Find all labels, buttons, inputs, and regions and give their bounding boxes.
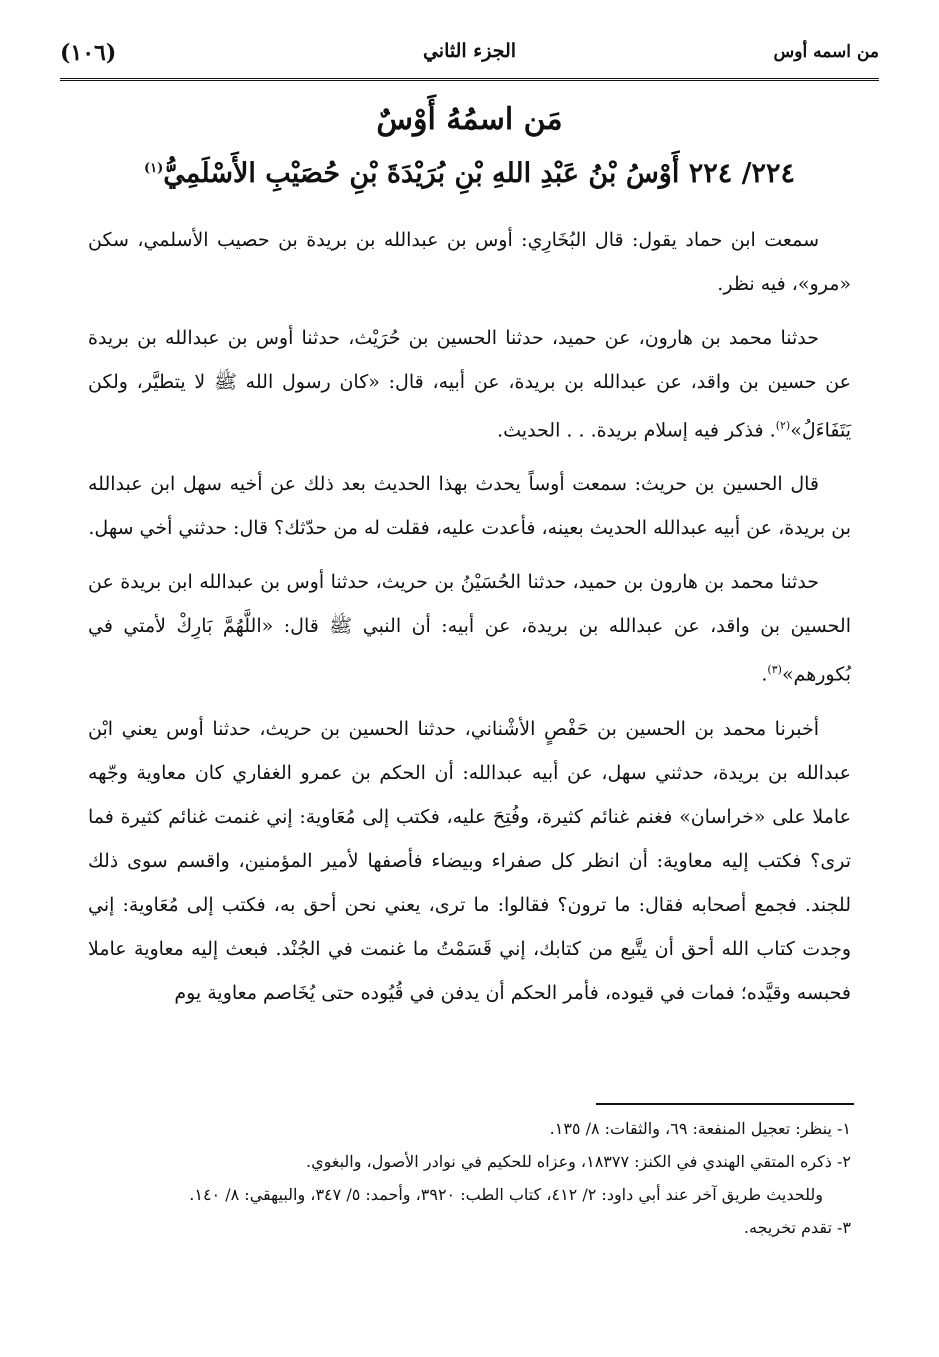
paragraph (88, 462, 851, 550)
header-part-label: الجزء الثاني (422, 40, 517, 62)
footnote-continuation: وللحديث طريق آخر عند أبي داود: ٢/ ٤١٢، كتاب الطب: ٣٩٢٠، وأحمد: ٥/ ٣٤٧، والبيهقي: ٨/ ١٤٠. (189, 1185, 823, 1204)
body-text (88, 218, 851, 1025)
footnotes (88, 1112, 851, 1244)
paragraph (88, 560, 851, 696)
paragraph-tail: . فذكر فيه إسلام بريدة. . . الحديث. (497, 419, 776, 442)
footnote: ١- ينظر: تعجيل المنفعة: ٦٩، والثقات: ٨/ ١٣٥. (549, 1119, 851, 1138)
footnote-ref: (٢) (775, 419, 791, 432)
paragraph (88, 707, 851, 1015)
footnote-rule (596, 1103, 854, 1105)
section-title: مَن اسمُهُ أَوْسٌ (376, 102, 563, 137)
entry-footnote-ref: (١) (143, 161, 164, 176)
paragraph-text: قال الحسين بن حريث: سمعت أوساً يحدث بهذا الحديث بعد ذلك عن أخيه سهل ابن عبدالله بن بريدة، عن أبيه عبدالله الحديث بعينه، فأعدت عليه، فقلت له من حدّثك؟ قال: حدثني أخي سهل. (88, 473, 851, 540)
header-rule (60, 78, 879, 81)
paragraph-text: حدثنا محمد بن هارون، عن حميد، حدثنا الحسين بن حُرَيْث، حدثنا أوس بن عبدالله بن بريدة عن حسين بن واقد، عن عبدالله بن بريدة، عن أبيه، قال: «كان رسول الله ﷺ لا يتطيَّر، ولكن يَتَفَاءَلُ» (88, 327, 851, 442)
header-section-name: من اسمه أوس (773, 42, 879, 62)
paragraph-text: سمعت ابن حماد يقول: قال البُخَارِي: أوس بن عبدالله بن بريدة بن حصيب الأسلمي، سكن «مرو»، فيه نظر. (88, 229, 851, 295)
paragraph-text: أخبرنا محمد بن الحسين بن حَفْصٍ الأشْناني، حدثنا الحسين بن حريث، حدثنا أوس يعني ابْن عبدالله بن بريدة، حدثني سهل، عن أبيه عبدالله: أن الحكم بن عمرو الغفاري كان معاوية وجّهه عاملا على «خراسان» فغنم غنائم كثيرة، وفُتِحَ عليه، فكتب إلى مُعَاوية: إني غنمت غنائم كثيرة فما ترى؟ فكتب إليه معاوية: أن انظر كل صفراء وبيضاء فأصفها لأمير المؤمنين، واقسم سوى ذلك للجند. فجمع أصحابه فقال: ما ترون؟ فقالوا: ما ترى، يعني نحن أحق به، فكتب إلى مُعَاوية: إني وجدت كتاب الله أحق أن يتَّبع من كتابك، إني قَسَمْتُ ما غنمت في الجُنْد. فبعث إليه معاوية عاملا فحبسه وقيَّده؛ فمات في قيوده، فأمر الحكم أن يدفن في قُيُوده حتى يُخَاصم معاوية يوم (88, 717, 851, 1004)
footnote: ٢- ذكره المتقي الهندي في الكنز: ١٨٣٧٧، وعزاه للحكيم في نوادر الأصول، والبغوي. (305, 1152, 851, 1171)
footnote: ٣- تقدم تخريجه. (743, 1218, 851, 1237)
paragraph (88, 218, 851, 306)
footnote-ref: (٣) (767, 663, 782, 677)
paragraph (88, 316, 851, 452)
running-header (60, 40, 879, 76)
paragraph-tail: . (761, 663, 768, 686)
paragraph-text: حدثنا محمد بن هارون بن حميد، حدثنا الحُسَيْنُ بن حريث، حدثنا أوس بن عبدالله ابن بريدة عن الحسين بن واقد، عن عبدالله بن بريدة، عن أبيه: أن النبي ﷺ قال: «اللَّهُمَّ بَارِكْ لأمتي في بُكورهم» (88, 571, 851, 686)
header-page-number: (١٠٦) (60, 40, 117, 66)
entry-title (80, 158, 859, 189)
entry-title-text: ٢٢٤/ ٢٢٤ أَوْسُ بْنُ عَبْدِ اللهِ بْنِ بُرَيْدَةَ بْنِ حُصَيْبِ الأَسْلَمِيُّ (163, 158, 796, 189)
